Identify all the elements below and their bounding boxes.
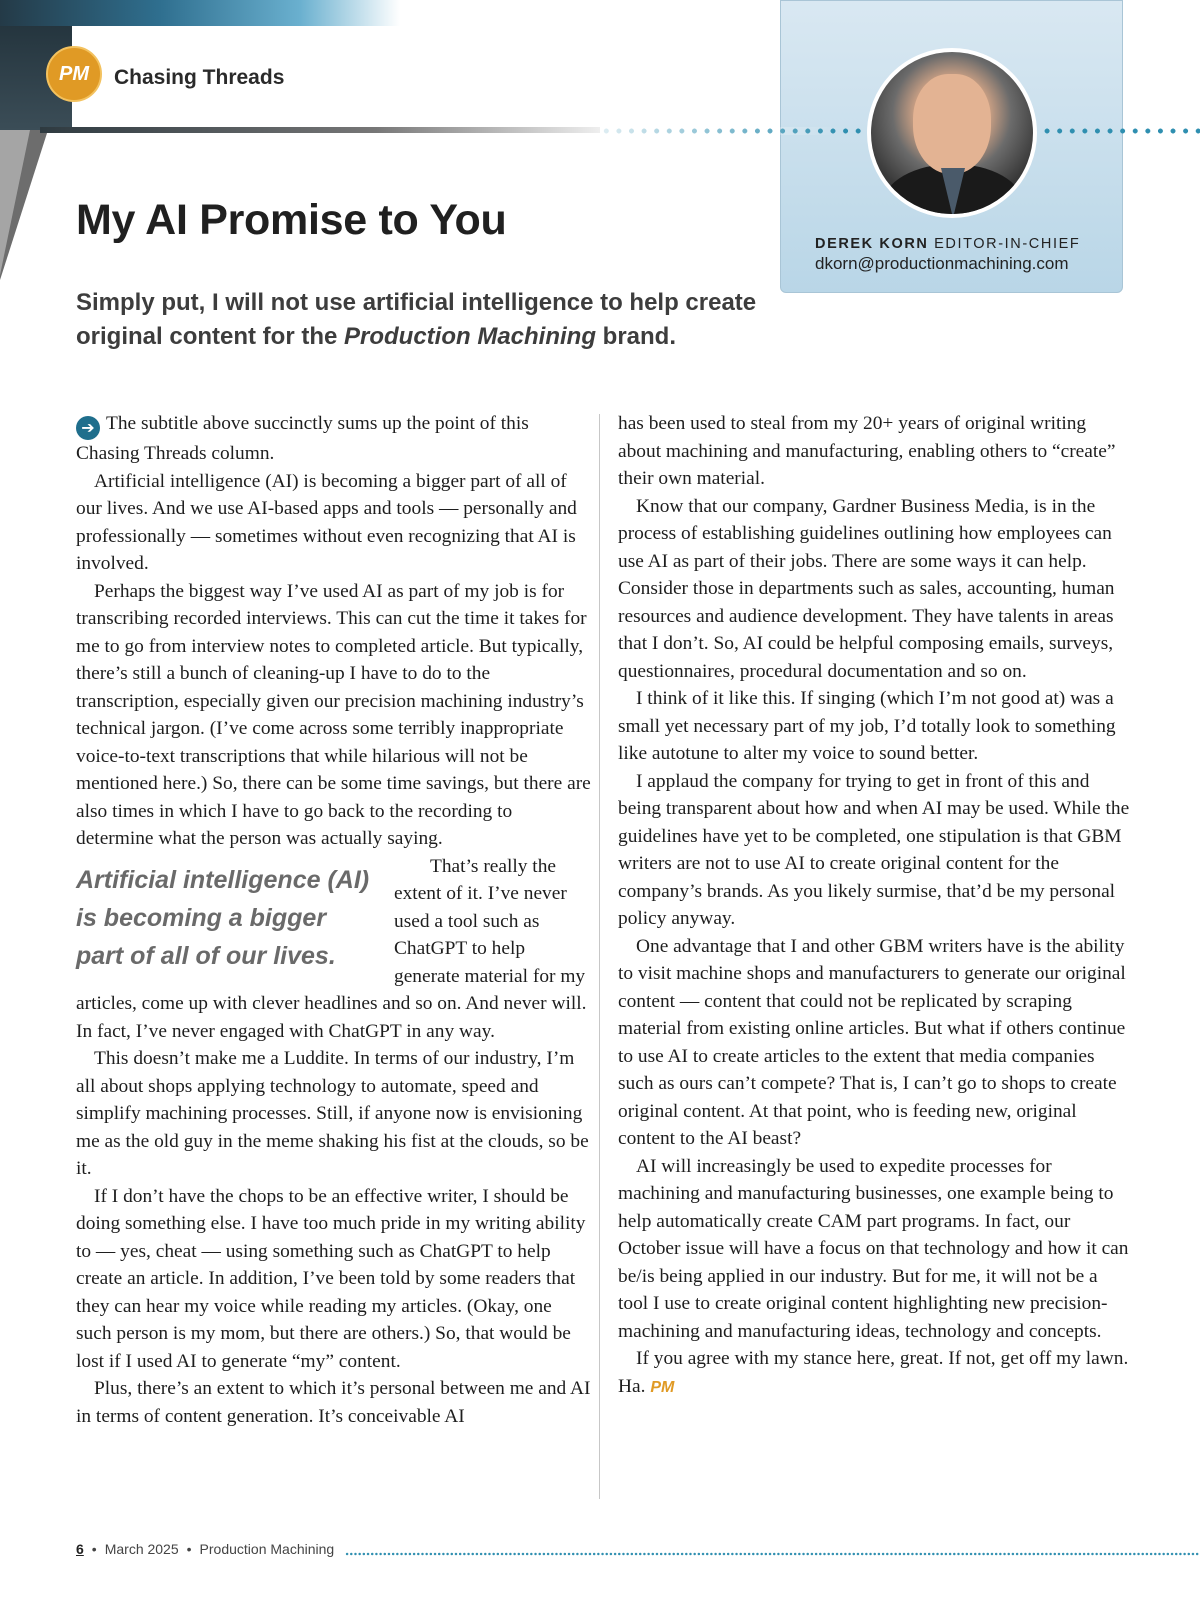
- deck-text: Simply put, I will not use artificial intelligence to help create original content for the: [76, 289, 757, 350]
- body-column-left: [76, 410, 591, 1430]
- author-photo-head: [913, 74, 991, 174]
- body-paragraph: I applaud the company for trying to get in front of this and being transparent about how and when AI may be used. While the guidelines have yet to be completed, one stipulation is that GBM writers are not to use AI to create original content for the company’s brands. As you likely surmise, that’d be my personal policy anyway.: [618, 770, 1130, 929]
- body-paragraph-text: The subtitle above succinctly sums up the point of this Chasing Threads column.: [76, 413, 529, 464]
- author-email[interactable]: dkorn@productionmachining.com: [815, 254, 1069, 273]
- pull-quote: Artificial intelligence (AI) is becoming a bigger part of all of our lives.: [76, 865, 370, 970]
- arrow-right-circle-icon: ➔: [76, 416, 100, 440]
- dotted-line-fade: [600, 127, 840, 135]
- body-paragraph: AI will increasingly be used to expedite processes for machining and manufacturing businesses, one example being to help automatically create CAM part programs. In fact, our October issue will have a focus on that technology and how it can be/is being applied in our industry. But for me, it will not be a tool I use to create original content highlighting new precision-machining and manufacturing ideas, technology and concepts.: [618, 1155, 1129, 1342]
- column-name: Chasing Threads: [114, 66, 285, 89]
- body-paragraph: Artificial intelligence (AI) is becoming a bigger part of all of our lives. And we use AI-based apps and tools — personally and professionally — sometimes without even recognizing that AI is involved.: [76, 470, 577, 574]
- page-number: 6: [76, 1541, 84, 1557]
- body-paragraph: Know that our company, Gardner Business Media, is in the process of establishing guidelines outlining how employees can use AI as part of their jobs. There are some ways it can help. Consider those in departments such as sales, accounting, human resources and audience development. They have talents in areas that I don’t. So, AI could be helpful composing emails, surveys, questionnaires, procedural documentation and so on.: [618, 495, 1115, 682]
- body-paragraph: [618, 1345, 1130, 1401]
- pm-logo: PM: [46, 46, 102, 102]
- pm-end-mark: PM: [650, 1378, 675, 1396]
- body-paragraph: This doesn’t make me a Luddite. In terms of our industry, I’m all about shops applying technology to automate, speed and simplify machining processes. Still, if anyone now is envisioning me as the old guy in the meme shaking his fist at the clouds, so be it.: [76, 1048, 589, 1179]
- body-paragraph-text: That’s really the extent of it. I’ve never used a tool such as ChatGPT to help generate material for my articles, come up with clever headlines and so on. And never will. In fact, I’ve never engaged with ChatGPT in any way.: [76, 855, 587, 1042]
- body-column-right: [618, 410, 1130, 1401]
- body-paragraph: [76, 410, 591, 468]
- body-paragraph: If I don’t have the chops to be an effective writer, I should be doing something else. I have too much pride in my writing ability to — yes, cheat — using something such as ChatGPT to help create an article. In addition, I’ve been told by some readers that they can hear my voice while reading my articles. (Okay, one such person is my mom, but there are others.) So, that would be lost if I used AI to generate “my” content.: [76, 1185, 586, 1372]
- issue-date: March 2025: [104, 1541, 179, 1557]
- publication-name: Production Machining: [199, 1541, 335, 1557]
- footer-separator: •: [186, 1541, 192, 1557]
- column-divider: [599, 414, 600, 1499]
- article-deck: [76, 286, 796, 354]
- footer-dotted-line: [345, 1552, 1200, 1556]
- header-rule: [40, 127, 600, 133]
- body-paragraph: Perhaps the biggest way I’ve used AI as part of my job is for transcribing recorded interviews. This can cut the time it takes for me to go from interview notes to completed article. But typically, there’s still a bunch of cleaning-up I have to do to the transcription, especially given our precision machining industry’s technical jargon. (I’ve come across some terribly inappropriate voice-to-text transcriptions that while hilarious will not be mentioned here.) So, there can be some time savings, but there are also times in which I have to go back to the recording to determine what the person was actually saying.: [76, 580, 591, 849]
- author-photo: [867, 48, 1037, 218]
- author-role: EDITOR-IN-CHIEF: [934, 236, 1081, 252]
- body-paragraph: Plus, there’s an extent to which it’s personal between me and AI in terms of content generation. It’s conceivable AI: [76, 1378, 591, 1427]
- page-footer: [76, 1541, 334, 1557]
- header-gradient-bar: [0, 0, 400, 26]
- author-name: DEREK KORN: [815, 236, 929, 252]
- article-title: My AI Promise to You: [76, 196, 507, 244]
- body-paragraph: has been used to steal from my 20+ years of original writing about machining and manufacturing, enabling others to “create” their own material.: [618, 413, 1116, 489]
- body-paragraph: I think of it like this. If singing (which I’m not good at) was a small yet necessary part of my job, I’d totally look to something like autotune to alter my voice to sound better.: [618, 688, 1116, 764]
- deck-end: brand.: [596, 323, 677, 350]
- author-byline: [815, 236, 1080, 252]
- body-paragraph: One advantage that I and other GBM writers have is the ability to visit machine shops and manufacturers to generate our original content — content that could not be replicated by scraping material from existing online articles. But what if others continue to use AI to create articles to the extent that media companies such as ours can’t compete? That is, I can’t go to shops to create original content. At that point, who is feeding new, original content to the AI beast?: [618, 935, 1126, 1149]
- body-paragraph-text: If you agree with my stance here, great. If not, get off my lawn. Ha.: [618, 1348, 1129, 1397]
- deck-brand: Production Machining: [344, 323, 596, 350]
- decorative-wedge-light: [0, 130, 30, 275]
- footer-separator: •: [91, 1541, 97, 1557]
